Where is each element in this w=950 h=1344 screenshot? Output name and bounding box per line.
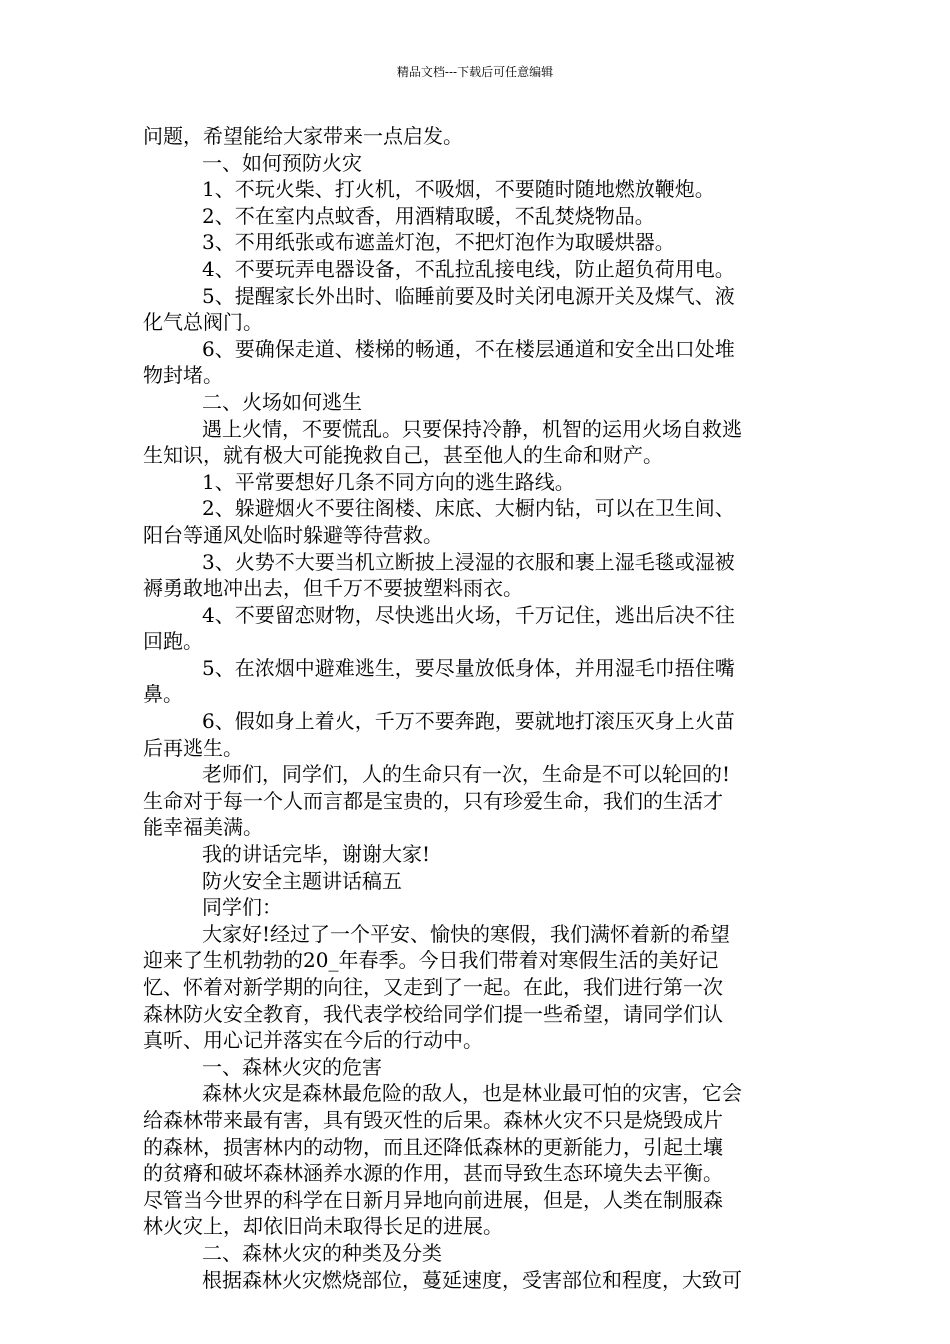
text-line: 真听、用心记并落实在今后的行动中。 (143, 1028, 483, 1053)
text-line: 1、平常要想好几条不同方向的逃生路线。 (202, 469, 575, 494)
text-line: 一、森林火灾的危害 (202, 1054, 382, 1079)
text-line: 3、火势不大要当机立断披上浸湿的衣服和裹上湿毛毯或湿被 (202, 549, 735, 574)
text-line: 的贫瘠和破坏森林涵养水源的作用，甚而导致生态环境失去平衡。 (143, 1161, 723, 1186)
text-line: 化气总阀门。 (143, 310, 263, 335)
text-line: 森林火灾是森林最危险的敌人，也是林业最可怕的灾害，它会 (202, 1081, 742, 1106)
text-line: 老师们，同学们，人的生命只有一次，生命是不可以轮回的! (202, 762, 731, 787)
text-line: 忆、怀着对新学期的向往，又走到了一起。在此，我们进行第一次 (143, 975, 723, 999)
text-line: 问题，希望能给大家带来一点启发。 (143, 124, 463, 148)
document-body (143, 123, 808, 1293)
text-line: 遇上火情，不要慌乱。只要保持冷静，机智的运用火场自救逃 (202, 416, 742, 441)
text-line: 6、要确保走道、楼梯的畅通，不在楼层通道和安全出口处堆 (202, 336, 735, 361)
text-line: 给森林带来最有害，具有毁灭性的后果。森林火灾不只是烧毁成片 (143, 1107, 723, 1132)
text-line: 鼻。 (143, 682, 183, 707)
text-line: 尽管当今世界的科学在日新月异地向前进展，但是，人类在制服森 (143, 1187, 723, 1212)
text-line: 的森林，损害林内的动物，而且还降低森林的更新能力，引起土壤 (143, 1134, 723, 1159)
text-line: 2、躲避烟火不要往阁楼、床底、大橱内钻，可以在卫生间、 (202, 496, 735, 521)
text-line: 阳台等通风处临时躲避等待营救。 (143, 522, 443, 547)
text-line: 生知识，就有极大可能挽救自己，甚至他人的生命和财产。 (143, 443, 663, 468)
text-line: 5、提醒家长外出时、临睡前要及时关闭电源开关及煤气、液 (202, 283, 735, 308)
text-line: 4、不要留恋财物，尽快逃出火场，千万记住，逃出后决不往 (202, 602, 735, 627)
text-line: 迎来了生机勃勃的20_年春季。今日我们带着对寒假生活的美好记 (143, 948, 719, 973)
text-line: 5、在浓烟中避难逃生，要尽量放低身体，并用湿毛巾捂住嘴 (202, 655, 735, 680)
text-line: 我的讲话完毕，谢谢大家! (202, 842, 431, 867)
text-line: 二、森林火灾的种类及分类 (202, 1240, 442, 1265)
text-line: 2、不在室内点蚊香，用酒精取暖，不乱焚烧物品。 (202, 203, 655, 228)
text-line: 3、不用纸张或布遮盖灯泡，不把灯泡作为取暖烘器。 (202, 230, 675, 255)
text-line: 4、不要玩弄电器设备，不乱拉乱接电线，防止超负荷用电。 (202, 256, 735, 281)
text-line: 二、火场如何逃生 (202, 389, 362, 414)
text-line: 6、假如身上着火，千万不要奔跑，要就地打滚压灭身上火苗 (202, 709, 735, 734)
page-header: 精品文档---下载后可任意编辑 (396, 65, 554, 79)
text-line: 防火安全主题讲话稿五 (202, 868, 402, 893)
text-line: 同学们： (202, 895, 282, 920)
text-line: 物封堵。 (143, 363, 223, 388)
text-line: 根据森林火灾燃烧部位，蔓延速度，受害部位和程度，大致可 (202, 1267, 742, 1292)
text-line: 回跑。 (143, 629, 203, 654)
text-line: 一、如何预防火灾 (202, 150, 362, 175)
text-line: 森林防火安全教育，我代表学校给同学们提一些希望，请同学们认 (143, 1001, 723, 1026)
text-line: 大家好!经过了一个平安、愉快的寒假，我们满怀着新的希望 (202, 921, 731, 946)
text-line: 林火灾上，却依旧尚未取得长足的进展。 (143, 1214, 503, 1239)
text-line: 1、不玩火柴、打火机，不吸烟，不要随时随地燃放鞭炮。 (202, 177, 715, 202)
text-line: 后再逃生。 (143, 735, 243, 760)
text-line: 褥勇敢地冲出去，但千万不要披塑料雨衣。 (143, 576, 523, 601)
text-line: 生命对于每一个人而言都是宝贵的，只有珍爱生命，我们的生活才 (143, 788, 723, 813)
text-line: 能幸福美满。 (143, 815, 263, 840)
